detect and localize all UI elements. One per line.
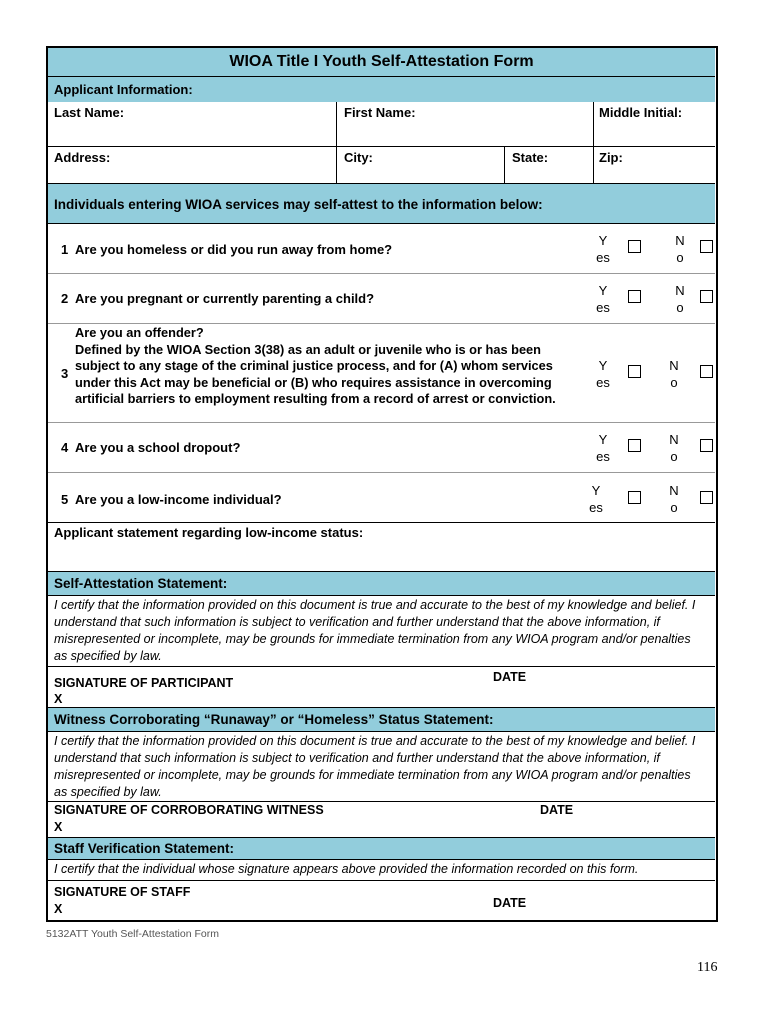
self-attestation-title: Self-Attestation Statement: — [54, 576, 228, 591]
staff-header — [48, 838, 715, 859]
staff-text: I certify that the individual whose signature appears above provided the information recorded on this form. — [54, 862, 639, 876]
no-label: No — [669, 483, 679, 515]
zip-label: Zip: — [599, 150, 623, 165]
self-attestation-text: I certify that the information provided on this document is true and accurate to the best of my knowledge and belief. I understand that such information is subject to verification and further understand that the above information, if misrepresented or incomplete, may be grounds for immediate termination from any WIOA program and/or penalties as specified by law. — [54, 598, 696, 663]
no-checkbox[interactable] — [700, 439, 713, 452]
witness-title: Witness Corroborating “Runaway” or “Homeless” Status Statement: — [54, 712, 494, 727]
question-row — [48, 224, 715, 273]
self-attestation-form — [46, 46, 718, 922]
no-label: No — [675, 283, 685, 315]
self-attest-intro-bar — [48, 184, 715, 223]
self-attest-intro: Individuals entering WIOA services may self-attest to the information below: — [54, 197, 543, 212]
question-number: 3 — [61, 366, 69, 381]
question-text: Are you an offender? Defined by the WIOA Section 3(38) as an adult or juvenile who is or has been subject to any stage of the criminal justice process, and for (A) whom services under this Act may be beneficial or (B) who requires assistance in overcoming artificial barriers to employment resulting from a record of arrest or conviction. — [75, 325, 556, 406]
form-code: 5132ATT Youth Self-Attestation Form — [46, 928, 219, 940]
question-row — [48, 324, 715, 422]
zip-field[interactable] — [594, 147, 715, 183]
applicant-info-header — [48, 77, 715, 102]
question-number: 5 — [61, 492, 69, 507]
witness-signature-label: SIGNATURE OF CORROBORATING WITNESS — [54, 803, 324, 817]
yes-label: Yes — [596, 283, 610, 315]
question-text: Are you pregnant or currently parenting a child? — [75, 291, 375, 306]
participant-date-label: DATE — [493, 670, 527, 684]
witness-signature-x: X — [54, 820, 63, 834]
yes-label: Yes — [596, 432, 610, 464]
state-label: State: — [512, 150, 549, 165]
first-name-field[interactable] — [337, 102, 593, 146]
last-name-field[interactable] — [48, 102, 336, 146]
state-field[interactable] — [505, 147, 593, 183]
question-text: Are you homeless or did you run away from home? — [75, 242, 393, 257]
yes-checkbox[interactable] — [628, 240, 641, 253]
middle-initial-label: Middle Initial: — [599, 105, 683, 120]
no-label: No — [675, 233, 685, 265]
participant-signature-field[interactable] — [48, 667, 715, 707]
staff-signature-label: SIGNATURE OF STAFF — [54, 885, 191, 899]
question-row — [48, 274, 715, 323]
question-number: 4 — [61, 440, 69, 455]
staff-date-label: DATE — [493, 896, 527, 910]
no-checkbox[interactable] — [700, 290, 713, 303]
question-number: 2 — [61, 291, 69, 306]
low-income-statement-label: Applicant statement regarding low-income status: — [54, 525, 364, 540]
yes-checkbox[interactable] — [628, 491, 641, 504]
city-field[interactable] — [337, 147, 504, 183]
no-label: No — [669, 358, 679, 390]
staff-signature-x: X — [54, 902, 63, 916]
address-label: Address: — [54, 150, 111, 165]
staff-title: Staff Verification Statement: — [54, 841, 235, 856]
city-label: City: — [344, 150, 373, 165]
form-title: WIOA Title I Youth Self-Attestation Form — [229, 53, 534, 70]
last-name-label: Last Name: — [54, 105, 125, 120]
question-text: Are you a low-income individual? — [75, 492, 282, 507]
page-number: 116 — [697, 960, 718, 975]
applicant-info-title: Applicant Information: — [54, 82, 193, 97]
no-checkbox[interactable] — [700, 240, 713, 253]
participant-signature-x: X — [54, 692, 63, 706]
title-bar — [48, 48, 715, 76]
no-label: No — [669, 432, 679, 464]
no-checkbox[interactable] — [700, 365, 713, 378]
yes-checkbox[interactable] — [628, 290, 641, 303]
question-row — [48, 423, 715, 472]
yes-label: Yes — [596, 233, 610, 265]
witness-header — [48, 708, 715, 731]
question-text: Are you a school dropout? — [75, 440, 241, 455]
self-attestation-header — [48, 572, 715, 595]
staff-signature-field[interactable] — [48, 881, 715, 919]
no-checkbox[interactable] — [700, 491, 713, 504]
low-income-statement-field[interactable] — [48, 523, 715, 571]
yes-checkbox[interactable] — [628, 365, 641, 378]
question-row — [48, 473, 715, 522]
yes-label: Yes — [596, 358, 610, 390]
yes-checkbox[interactable] — [628, 439, 641, 452]
question-number: 1 — [61, 242, 69, 257]
middle-initial-field[interactable] — [594, 102, 715, 146]
participant-signature-label: SIGNATURE OF PARTICIPANT — [54, 676, 234, 690]
witness-text: I certify that the information provided on this document is true and accurate to the best of my knowledge and belief. I understand that such information is subject to verification and further understand that the above information, if misrepresented or incomplete, may be grounds for immediate termination from any WIOA program and/or penalties as specified by law. — [54, 734, 696, 799]
first-name-label: First Name: — [344, 105, 416, 120]
address-field[interactable] — [48, 147, 336, 183]
witness-date-label: DATE — [540, 803, 574, 817]
yes-label: Yes — [589, 483, 603, 515]
witness-signature-field[interactable] — [48, 802, 715, 837]
